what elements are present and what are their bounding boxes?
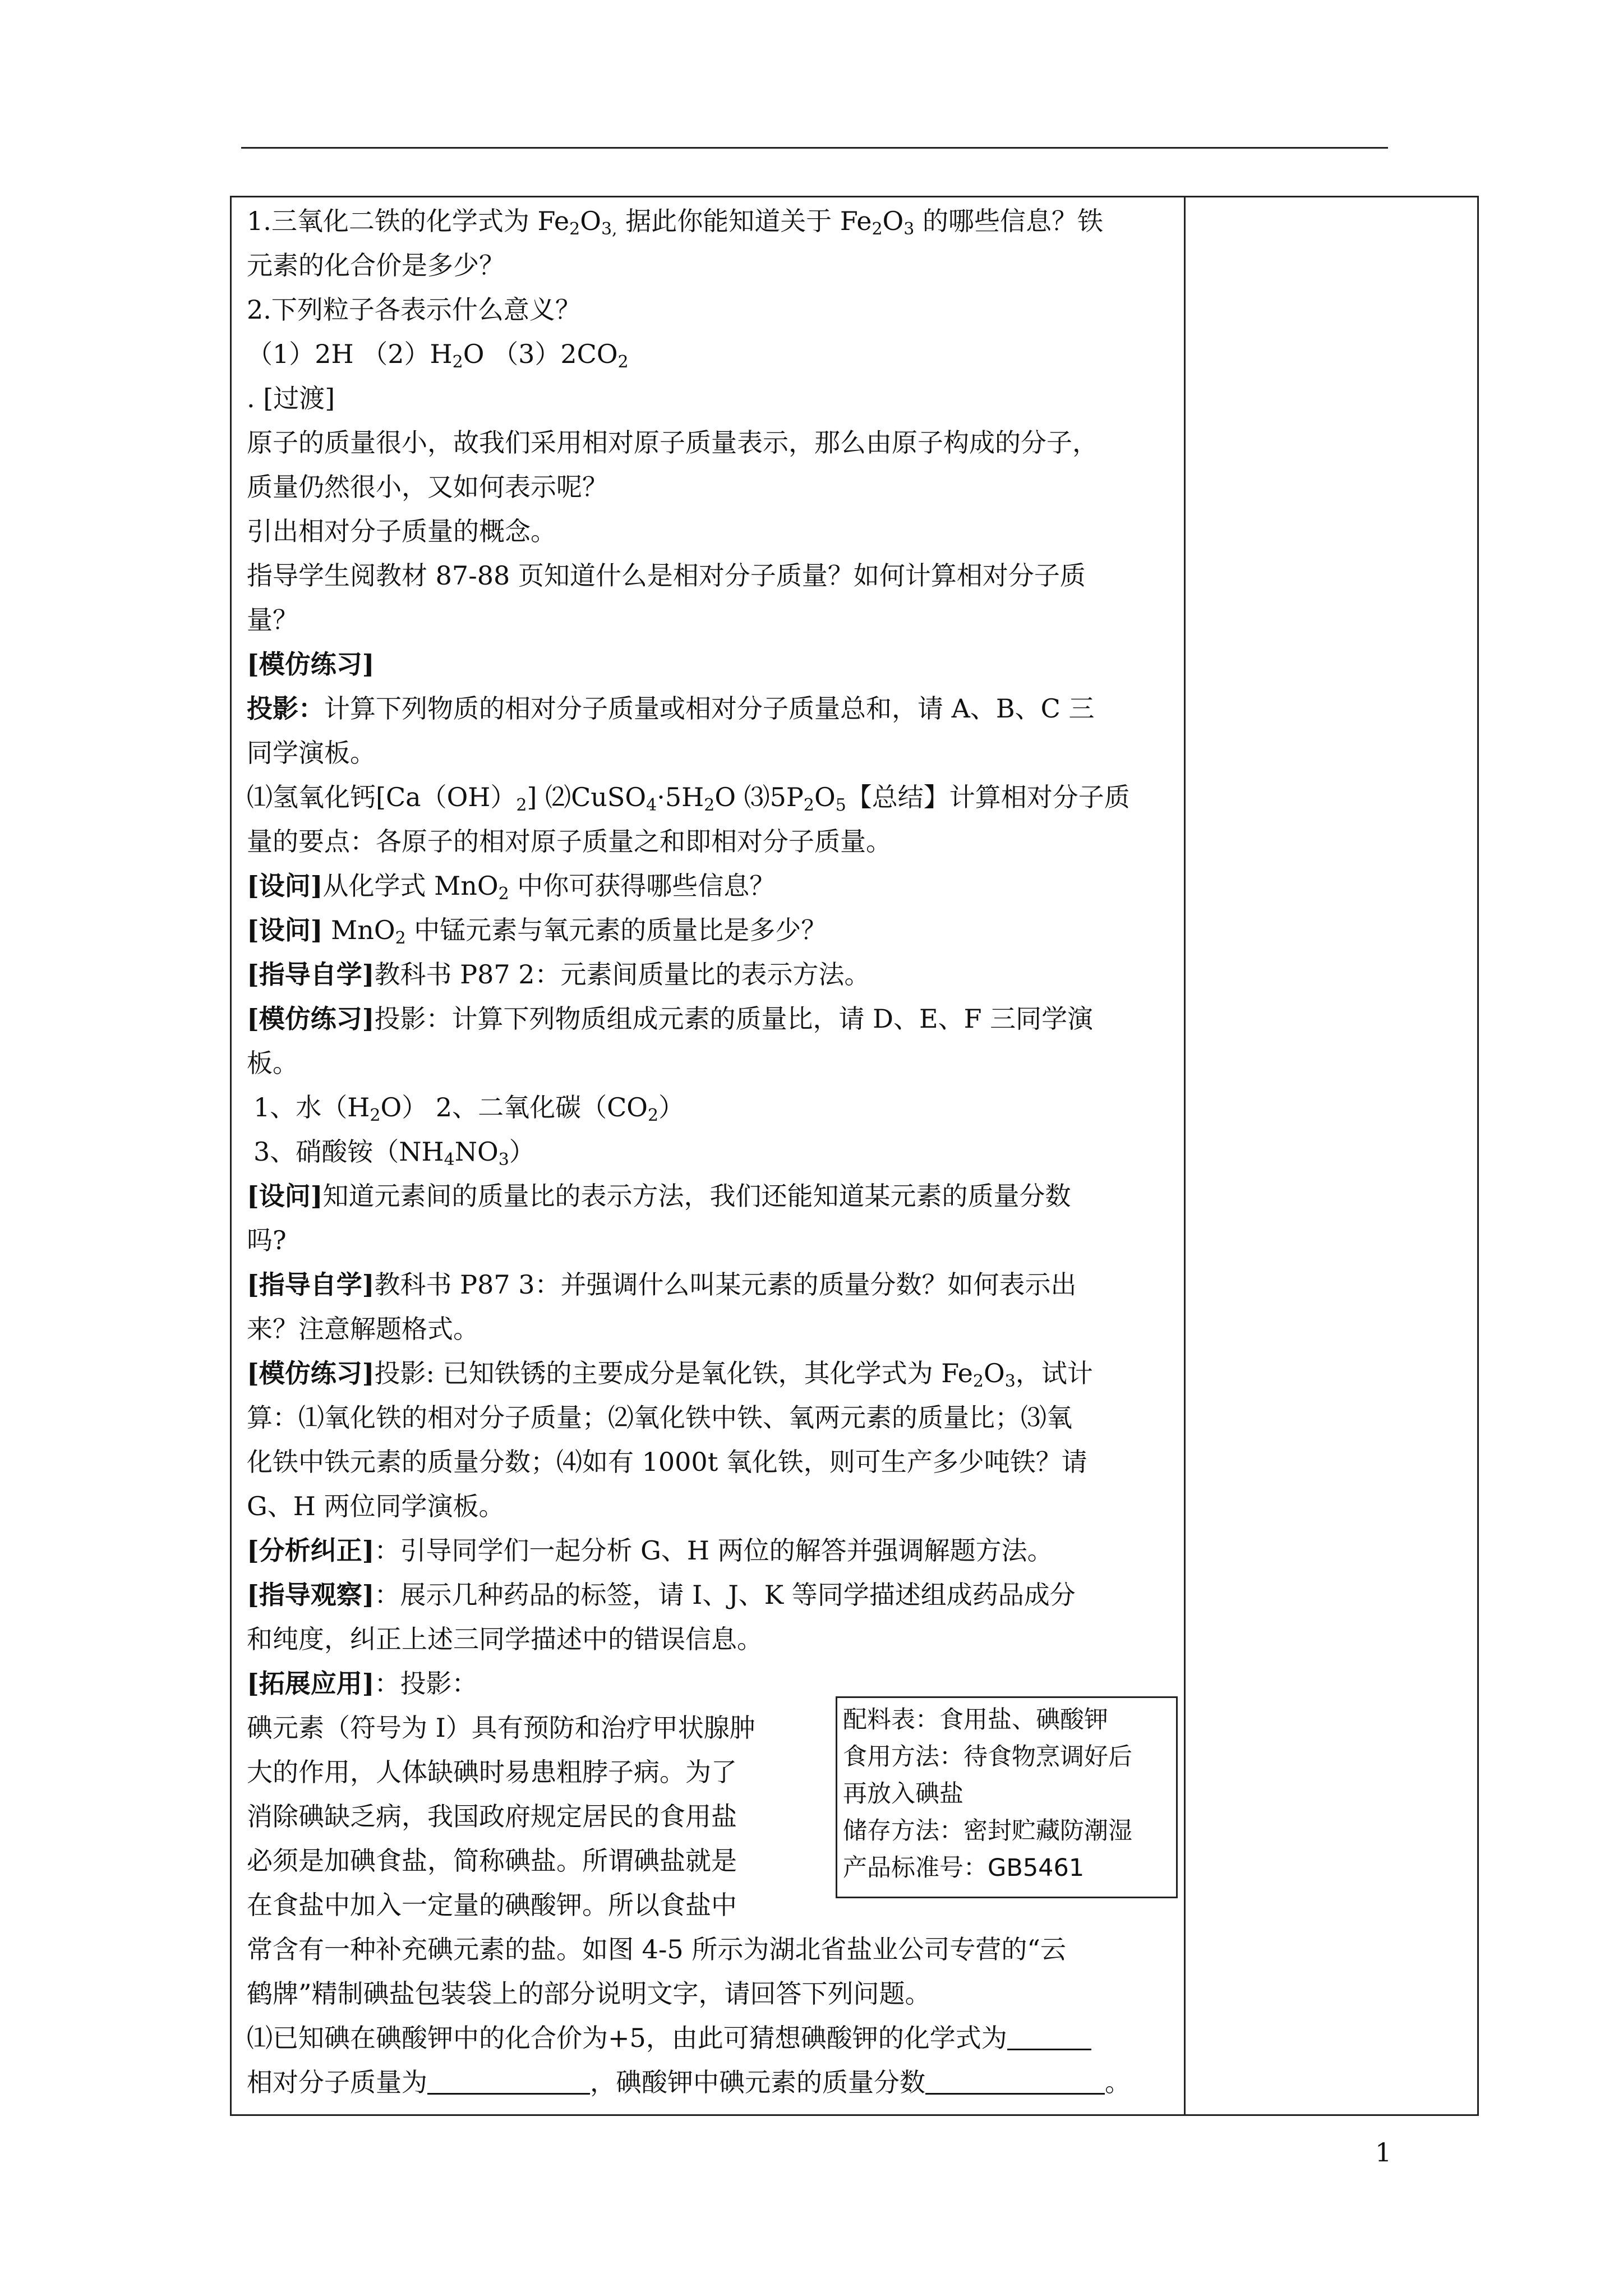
text-line: 碘元素（符号为 I）具有预防和治疗甲状腺肿 bbox=[247, 1713, 755, 1743]
text-line: 板。 bbox=[247, 1048, 298, 1078]
text-line: 来？注意解题格式。 bbox=[247, 1314, 479, 1344]
text-line: [设问]从化学式 MnO$_2$ 中你可获得哪些信息？ bbox=[247, 871, 776, 904]
text-line: [拓展应用]：投影： bbox=[247, 1668, 478, 1699]
text-line: [模仿练习]投影: 已知铁锈的主要成分是氧化铁，其化学式为 $Fe_2O_3$，试计 bbox=[247, 1358, 1093, 1391]
answer-blank[interactable] bbox=[427, 2065, 590, 2095]
text-line: ⑴氢氧化钙$[Ca(OH)_2]$ $⑵CuSO_4\cdot 5H_2O$ $⑶5P_2O_5$【总结】计算相对分子质 bbox=[247, 782, 1130, 815]
answer-blank[interactable] bbox=[925, 2065, 1105, 2095]
section-heading: [模仿练习] bbox=[247, 649, 375, 679]
text-line: 质量仍然很小，又如何表示呢？ bbox=[247, 472, 608, 502]
text-line: 指导学生阅教材 87-88 页知道什么是相对分子质量？如何计算相对分子质 bbox=[247, 560, 1086, 591]
text-line: 投影：计算下列物质的相对分子质量或相对分子质量总和，请 A、B、C 三 bbox=[247, 693, 1095, 724]
text-line: 消除碘缺乏病，我国政府规定居民的食用盐 bbox=[247, 1801, 737, 1832]
iodized-salt-label-box bbox=[836, 1696, 1178, 1898]
label-line: 储存方法：密封贮藏防潮湿 bbox=[843, 1817, 1132, 1845]
text-line: [指导自学]教科书 P87 3：并强调什么叫某元素的质量分数？如何表示出 bbox=[247, 1269, 1077, 1300]
text-line: 在食盐中加入一定量的碘酸钾。所以食盐中 bbox=[247, 1890, 737, 1920]
text-line: 2.下列粒子各表示什么意义？ bbox=[247, 295, 581, 325]
text-line: [设问] MnO$_2$ 中锰元素与氧元素的质量比是多少？ bbox=[247, 915, 827, 948]
text-line: 化铁中铁元素的质量分数；⑷如有 1000t 氧化铁，则可生产多少吨铁？请 bbox=[247, 1447, 1087, 1477]
text-line: [设问]知道元素间的质量比的表示方法，我们还能知道某元素的质量分数 bbox=[247, 1181, 1071, 1211]
header-rule bbox=[241, 147, 1388, 149]
text-line: 吗? bbox=[247, 1225, 287, 1255]
text-line: ⑴已知碘在碘酸钾中的化合价为+5，由此可猜想碘酸钾的化学式为 bbox=[247, 2016, 1178, 2060]
answer-blank[interactable] bbox=[1007, 2021, 1091, 2050]
text-line: 和纯度，纠正上述三同学描述中的错误信息。 bbox=[247, 1624, 763, 1654]
text-line: 量？ bbox=[247, 605, 298, 635]
text-line: 1.三氧化二铁的化学式为 $Fe_2O_{3,}$ 据此你能知道关于 $Fe_2O_3$ 的哪些信息？铁 bbox=[247, 206, 1103, 239]
text-line: 量的要点：各原子的相对原子质量之和即相对分子质量。 bbox=[247, 826, 892, 857]
text-line: 1、水$(H_2O)$ 2、二氧化碳$(CO_2)$ bbox=[253, 1092, 685, 1125]
text-line: 相对分子质量为 ，碘酸钾中碘元素的质量分数 。 bbox=[247, 2060, 1178, 2105]
text-line: [分析纠正]：引导同学们一起分析 G、H 两位的解答并强调解题方法。 bbox=[247, 1535, 1053, 1566]
label-line: 配料表：食用盐、碘酸钾 bbox=[843, 1706, 1108, 1734]
text-line: [指导观察]：展示几种药品的标签，请 I、J、K 等同学描述组成药品成分 bbox=[247, 1580, 1076, 1610]
text-line: 鹤牌”精制碘盐包装袋上的部分说明文字，请回答下列问题。 bbox=[247, 1978, 931, 2009]
text-line: 3、硝酸铵$(NH_4NO_3)$ bbox=[253, 1137, 535, 1170]
table-column-divider bbox=[1184, 196, 1186, 2116]
label-line: 食用方法：待食物烹调好后 bbox=[843, 1743, 1132, 1771]
text-line: 常含有一种补充碘元素的盐。如图 4-5 所示为湖北省盐业公司专营的“云 bbox=[247, 1934, 1066, 1964]
text-line: 同学演板。 bbox=[247, 738, 376, 768]
text-line: 大的作用，人体缺碘时易患粗脖子病。为了 bbox=[247, 1757, 737, 1787]
page-number: 1 bbox=[1375, 2137, 1392, 2168]
text-line: [模仿练习]投影：计算下列物质组成元素的质量比，请 D、E、F 三同学演 bbox=[247, 1004, 1094, 1034]
text-line: 引出相对分子质量的概念。 bbox=[247, 516, 556, 546]
text-line: 算：⑴氧化铁的相对分子质量；⑵氧化铁中铁、氧两元素的质量比；⑶氧 bbox=[247, 1402, 1072, 1433]
text-line: 元素的化合价是多少？ bbox=[247, 250, 505, 280]
text-line: 必须是加碘食盐，简称碘盐。所谓碘盐就是 bbox=[247, 1846, 737, 1876]
label-line: 产品标准号：GB5461 bbox=[843, 1854, 1085, 1882]
text-line: （1）2H $(2)H_2O$ $(3)2CO_2$ bbox=[247, 339, 629, 372]
text-line: 原子的质量很小，故我们采用相对原子质量表示，那么由原子构成的分子， bbox=[247, 427, 1098, 458]
text-line: G、H 两位同学演板。 bbox=[247, 1491, 505, 1521]
text-line: [指导自学]教科书 P87 2：元素间质量比的表示方法。 bbox=[247, 959, 870, 990]
label-line: 再放入碘盐 bbox=[843, 1780, 963, 1808]
text-line: . [过渡] bbox=[247, 383, 335, 413]
